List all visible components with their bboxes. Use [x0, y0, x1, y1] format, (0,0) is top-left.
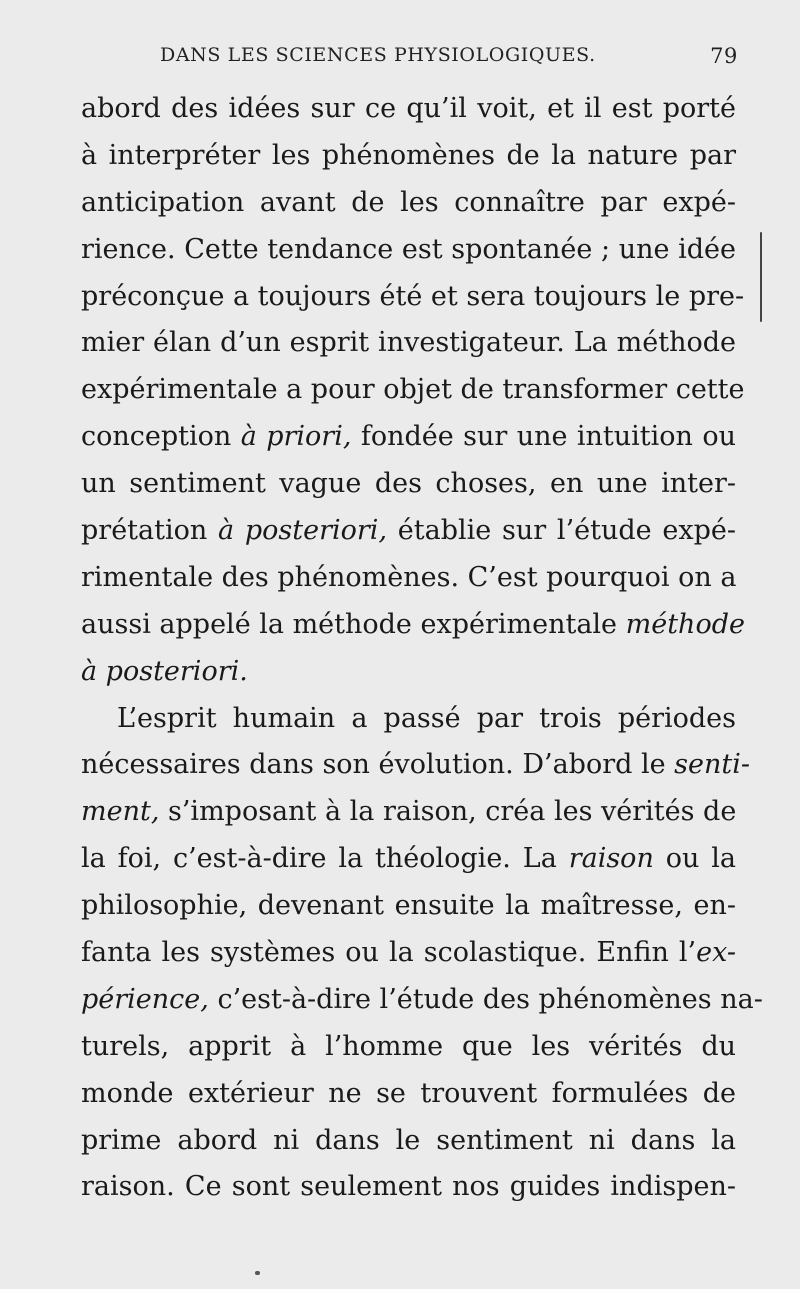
paragraph-2 — [81, 696, 763, 1212]
text-run: prétation — [81, 515, 219, 547]
text-line: mier élan d’un esprit investigateur. La méthode — [81, 327, 736, 359]
text-run: s’imposant à la raison, créa les vérités de — [159, 796, 737, 828]
italic-term: périence, — [81, 983, 209, 1015]
text-line: expérimentale a pour objet de transformer cette — [81, 374, 745, 406]
text-line: L’esprit humain a passé par trois périodes — [117, 702, 736, 734]
italic-term: à posteriori. — [81, 655, 248, 687]
text-run: c’est-à-dire l’étude des phénomènes na- — [208, 983, 763, 1015]
page-number: 79 — [710, 44, 738, 68]
text-run: la foi, c’est-à-dire la théologie. La — [81, 843, 569, 875]
text-line — [81, 789, 736, 836]
margin-pencil-mark — [760, 232, 762, 322]
text-line — [81, 508, 736, 555]
text-run: aussi appelé la méthode expérimentale — [81, 608, 626, 640]
text-line — [81, 977, 763, 1024]
italic-term: méthode — [625, 608, 745, 640]
text-run: établie sur l’étude expé- — [387, 515, 736, 547]
text-line: monde extérieur ne se trouvent formulées de — [81, 1077, 736, 1109]
text-line: turels, apprit à l’homme que les vérités du — [81, 1030, 736, 1062]
italic-term: senti- — [674, 749, 751, 781]
body-text — [81, 86, 763, 1211]
italic-term: à priori, — [240, 421, 352, 453]
text-line: à interpréter les phénomènes de la nature par — [81, 139, 736, 171]
italic-term: à posteriori, — [218, 515, 388, 547]
text-line — [81, 602, 745, 649]
text-line — [81, 649, 736, 696]
text-line — [81, 414, 736, 461]
text-line: anticipation avant de les connaître par expé- — [81, 186, 736, 218]
text-line: rimentale des phénomènes. C’est pourquoi on a — [81, 561, 737, 593]
text-run: nécessaires dans son évolution. D’abord le — [81, 749, 675, 781]
text-run: fondée sur une intuition ou — [351, 421, 736, 453]
text-line: raison. Ce sont seulement nos guides indispen- — [81, 1171, 736, 1203]
text-run: ou la — [653, 843, 736, 875]
text-run: fanta les systèmes ou la scolastique. Enfin l’ — [81, 937, 697, 969]
text-line: abord des idées sur ce qu’il voit, et il est porté — [81, 93, 736, 124]
text-line — [81, 930, 736, 977]
text-line: rience. Cette tendance est spontanée ; une idée — [81, 233, 736, 265]
text-line: prime abord ni dans le sentiment ni dans la — [81, 1124, 736, 1156]
text-line — [81, 836, 736, 883]
paragraph-1 — [81, 86, 745, 696]
running-head — [160, 44, 740, 74]
text-run: conception — [81, 421, 241, 453]
italic-term: ex- — [696, 937, 736, 969]
text-line: préconçue a toujours été et sera toujours le pre- — [81, 280, 745, 312]
italic-term: raison — [568, 843, 654, 875]
text-line: philosophie, devenant ensuite la maîtresse, en- — [81, 890, 736, 922]
text-line: un sentiment vague des choses, en une inter- — [81, 468, 736, 500]
text-line — [81, 742, 751, 789]
paper-speck — [255, 1271, 260, 1275]
running-head-title: DANS LES SCIENCES PHYSIOLOGIQUES. — [160, 44, 596, 66]
italic-term: ment, — [81, 796, 160, 828]
